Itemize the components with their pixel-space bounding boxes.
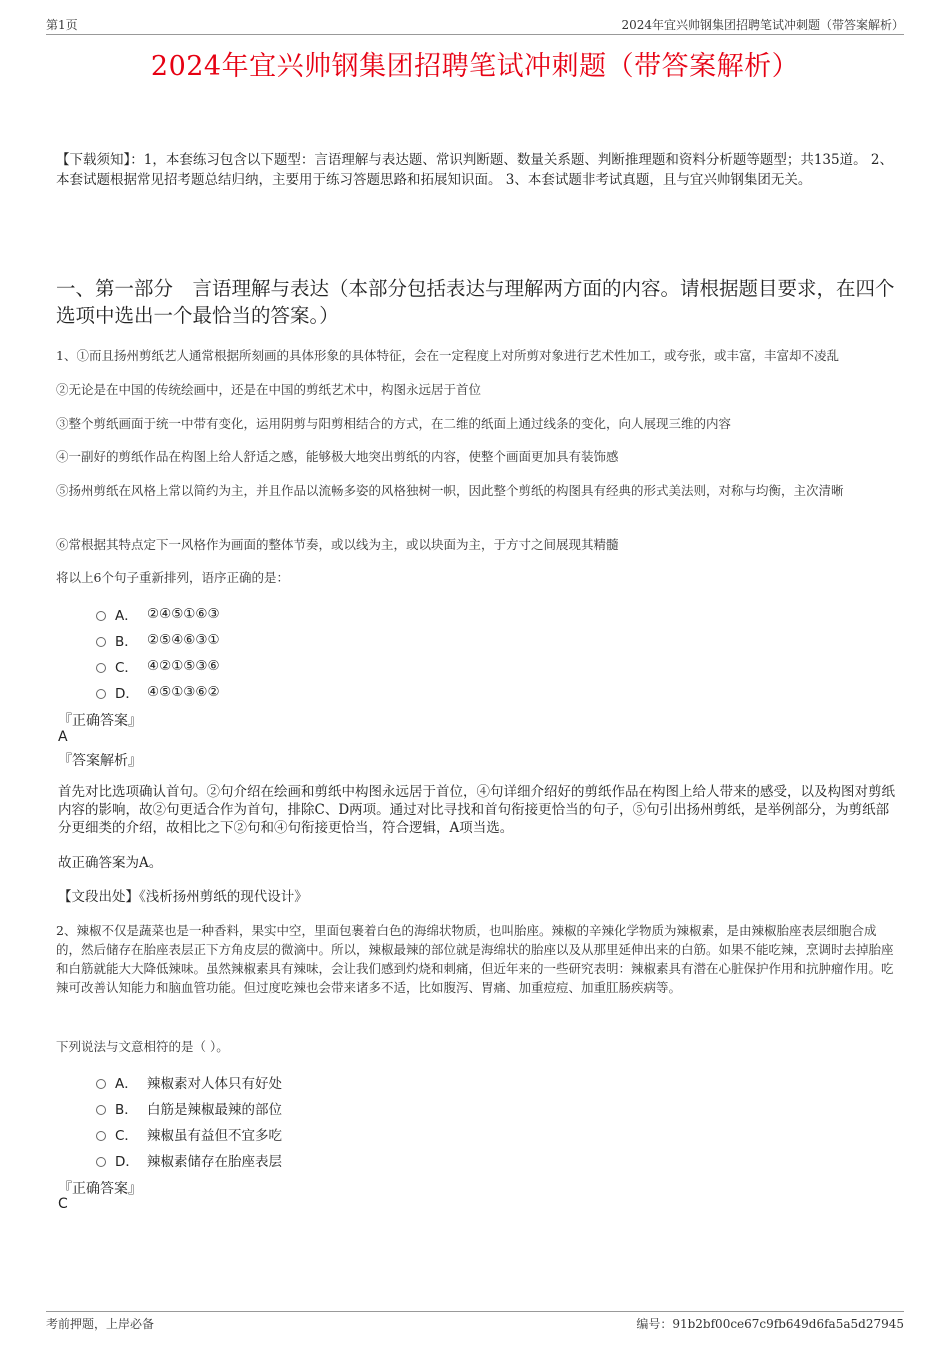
q1-sentence-4: ④一副好的剪纸作品在构图上给人舒适之感，能够极大地突出剪纸的内容，使整个画面更加具有装饰感 bbox=[56, 449, 619, 464]
q1-analysis-label: 『答案解析』 bbox=[58, 753, 142, 769]
q1-option-d[interactable] bbox=[96, 682, 220, 702]
footer-doc-id: 编号：91b2bf00ce67c9fb649d6fa5a5d27945 bbox=[636, 1317, 904, 1331]
radio-icon[interactable] bbox=[96, 1157, 106, 1167]
q1-option-b[interactable] bbox=[96, 630, 220, 650]
option-text: ④⑤①③⑥② bbox=[147, 684, 220, 700]
option-letter: B． bbox=[115, 1102, 138, 1118]
download-notice: 【下载须知】：1，本套练习包含以下题型：言语理解与表达题、常识判断题、数量关系题、判断推理题和资料分析题等题型；共135道。 2、本套试题根据常见招考题总结归纳，主要用于练习答题思路和拓展知识面。 3、本套试题非考试真题，且与宜兴帅钢集团无关。 bbox=[56, 152, 893, 188]
q2-option-b[interactable] bbox=[96, 1098, 282, 1118]
q1-answer-label: 『正确答案』 bbox=[58, 713, 142, 729]
q1-source: 【文段出处】《浅析扬州剪纸的现代设计》 bbox=[58, 889, 308, 905]
option-text: 辣椒素储存在胎座表层 bbox=[147, 1154, 282, 1170]
q1-sentence-2: ②无论是在中国的传统绘画中，还是在中国的剪纸艺术中，构图永远居于首位 bbox=[56, 382, 482, 397]
section-heading: 一、第一部分 言语理解与表达（本部分包括表达与理解两方面的内容。请根据题目要求，在四个选项中选出一个最恰当的答案。） bbox=[56, 277, 895, 327]
radio-icon[interactable] bbox=[96, 689, 106, 699]
option-text: ②④⑤①⑥③ bbox=[147, 606, 220, 622]
option-text: ④②①⑤③⑥ bbox=[147, 658, 220, 674]
q1-sentence-1: 1、①而且扬州剪纸艺人通常根据所刻画的具体形象的具体特征，会在一定程度上对所剪对象进行艺术性加工，或夸张，或丰富，丰富却不凌乱 bbox=[56, 348, 839, 363]
option-letter: D． bbox=[115, 1154, 139, 1170]
option-letter: B． bbox=[115, 634, 138, 650]
page-number: 第1页 bbox=[46, 18, 78, 32]
radio-icon[interactable] bbox=[96, 637, 106, 647]
page-footer bbox=[46, 1311, 904, 1331]
q1-option-a[interactable] bbox=[96, 604, 220, 624]
option-letter: A． bbox=[115, 608, 138, 624]
header-doc-title: 2024年宜兴帅钢集团招聘笔试冲刺题（带答案解析） bbox=[621, 18, 904, 32]
radio-icon[interactable] bbox=[96, 1131, 106, 1141]
radio-icon[interactable] bbox=[96, 611, 106, 621]
q1-sentence-5: ⑤扬州剪纸在风格上常以简约为主，并且作品以流畅多姿的风格独树一帜，因此整个剪纸的构图具有经典的形式美法则，对称与均衡，主次清晰 bbox=[56, 483, 844, 498]
q2-option-d[interactable] bbox=[96, 1150, 282, 1170]
footer-slogan: 考前押题，上岸必备 bbox=[46, 1317, 155, 1331]
q1-conclusion: 故正确答案为A。 bbox=[58, 855, 163, 871]
radio-icon[interactable] bbox=[96, 1079, 106, 1089]
option-text: 辣椒素对人体只有好处 bbox=[147, 1076, 282, 1092]
q1-sentence-6: ⑥常根据其特点定下一风格作为画面的整体节奏，或以线为主，或以块面为主，于方寸之间展现其精髓 bbox=[56, 537, 619, 552]
q2-option-a[interactable] bbox=[96, 1072, 282, 1092]
q2-answer: C bbox=[58, 1196, 68, 1212]
option-text: 白筋是辣椒最辣的部位 bbox=[147, 1102, 282, 1118]
q2-passage: 2、辣椒不仅是蔬菜也是一种香料，果实中空，里面包裹着白色的海绵状物质，也叫胎座。辣椒的辛辣化学物质为辣椒素，是由辣椒胎座表层细胞合成的，然后储存在胎座表层正下方角皮层的微滴中。所以，辣椒最辣的部位就是海绵状的胎座以及从那里延伸出来的白筋。如果不能吃辣，烹调时去掉胎座和白筋就能大大降低辣味。虽然辣椒素具有辣味，会让我们感到灼烧和刺痛，但近年来的一些研究表明：辣椒素具有潜在心脏保护作用和抗肿瘤作用。吃辣可改善认知能力和脑血管功能。但过度吃辣也会带来诸多不适，比如腹泻、胃痛、加重痘痘、加重肛肠疾病等。 bbox=[56, 923, 894, 995]
q1-option-c[interactable] bbox=[96, 656, 220, 676]
option-letter: C． bbox=[115, 660, 138, 676]
q1-sentence-3: ③整个剪纸画面于统一中带有变化，运用阴剪与阳剪相结合的方式，在二维的纸面上通过线条的变化，向人展现三维的内容 bbox=[56, 416, 732, 431]
radio-icon[interactable] bbox=[96, 663, 106, 673]
option-text: 辣椒虽有益但不宜多吃 bbox=[147, 1128, 282, 1144]
option-text: ②⑤④⑥③① bbox=[147, 632, 220, 648]
radio-icon[interactable] bbox=[96, 1105, 106, 1115]
q2-answer-label: 『正确答案』 bbox=[58, 1181, 142, 1197]
q2-question: 下列说法与文意相符的是（ ）。 bbox=[56, 1039, 229, 1054]
option-letter: C． bbox=[115, 1128, 138, 1144]
page-header bbox=[46, 14, 904, 35]
q2-option-c[interactable] bbox=[96, 1124, 282, 1144]
q1-analysis: 首先对比选项确认首句。②句介绍在绘画和剪纸中构图永远居于首位，④句详细介绍好的剪纸作品在构图上给人带来的感受，以及构图对剪纸内容的影响，故②句更适合作为首句，排除C、D两项。通过对比寻找和首句衔接更恰当的句子，⑤句引出扬州剪纸，是举例部分，为剪纸部分更细类的介绍，故相比之下②句和④句衔接更恰当，符合逻辑，A项当选。 bbox=[58, 784, 895, 836]
q1-prompt: 将以上6个句子重新排列，语序正确的是： bbox=[56, 570, 289, 585]
option-letter: D． bbox=[115, 686, 139, 702]
document-title: 2024年宜兴帅钢集团招聘笔试冲刺题（带答案解析） bbox=[150, 51, 800, 82]
q1-answer: A bbox=[58, 729, 68, 745]
option-letter: A． bbox=[115, 1076, 138, 1092]
